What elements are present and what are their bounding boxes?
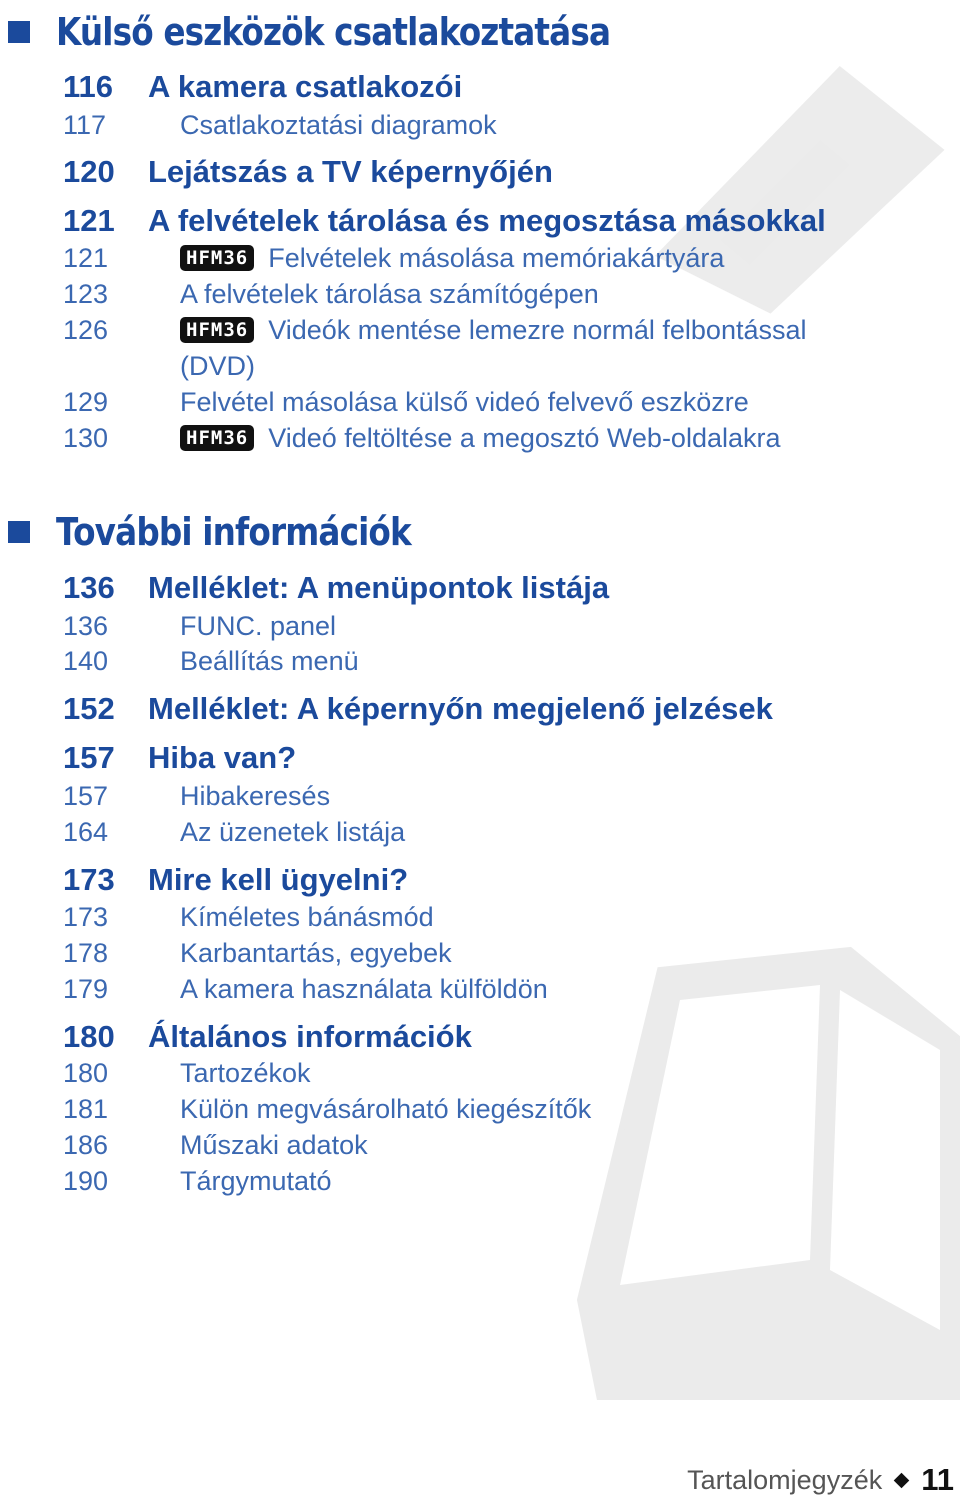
toc-page-number: 136 (63, 610, 109, 641)
toc-page-number: 116 (63, 69, 114, 104)
toc-entry-text: Tartozékok (180, 1057, 311, 1088)
toc-page-number: 157 (63, 780, 109, 811)
toc-entry-text: Hibakeresés (180, 780, 331, 811)
toc-entry-text: FUNC. panel (180, 610, 337, 641)
toc-page-number: 140 (63, 645, 109, 676)
page-footer (687, 1462, 954, 1498)
toc-page-number: 129 (63, 386, 109, 417)
toc-entry[interactable] (63, 312, 807, 348)
toc-entry-label: Videók mentése lemezre normál felbontással (268, 314, 807, 345)
toc-page-number: 123 (63, 278, 109, 309)
toc-page-number: 180 (63, 1019, 115, 1054)
toc-entry[interactable] (63, 276, 599, 312)
toc-entry-text: Általános információk (148, 1019, 472, 1054)
toc-entry-text: A felvételek tárolása és megosztása másokkal (148, 203, 826, 238)
toc-entry-text: Melléklet: A képernyőn megjelenő jelzések (148, 691, 773, 726)
section-heading (8, 510, 469, 554)
toc-entry[interactable] (63, 1055, 311, 1091)
toc-entry-text (148, 315, 807, 346)
toc-entry-label: Felvételek másolása memóriakártyára (268, 242, 725, 273)
toc-entry-text: Felvétel másolása külső videó felvevő eszközre (180, 386, 749, 417)
toc-entry-text: Tárgymutató (180, 1165, 332, 1196)
toc-entry-text: Melléklet: A menüpontok listája (148, 570, 610, 605)
toc-entry[interactable] (63, 69, 462, 105)
toc-entry-text (148, 423, 781, 454)
toc-entry[interactable] (63, 1019, 472, 1055)
toc-page-number: 190 (63, 1165, 109, 1196)
toc-entry-text: Hiba van? (148, 740, 297, 775)
toc-entry[interactable] (63, 643, 359, 679)
toc-page-number: 164 (63, 816, 109, 847)
toc-entry-text: Külön megvásárolható kiegészítők (180, 1093, 592, 1124)
toc-page-number: 136 (63, 570, 115, 605)
toc-entry[interactable] (63, 608, 336, 644)
model-badge: HFM36 (180, 425, 254, 451)
toc-page-number: 152 (63, 691, 115, 726)
toc-entry[interactable] (63, 1127, 368, 1163)
toc-entry-text: Műszaki adatok (180, 1129, 368, 1160)
section-title: Külső eszközök csatlakoztatása (56, 10, 611, 54)
toc-entry-label: Videó feltöltése a megosztó Web-oldalakra (268, 422, 781, 453)
toc-entry[interactable] (63, 814, 405, 850)
toc-page-number: 130 (63, 422, 109, 453)
toc-entry[interactable] (63, 154, 553, 190)
toc-entry-continuation (63, 348, 255, 384)
toc-page-number: 121 (63, 242, 109, 273)
toc-entry[interactable] (63, 691, 773, 727)
toc-entry[interactable] (63, 107, 497, 143)
diamond-icon (894, 1472, 910, 1488)
toc-entry-text: (DVD) (180, 350, 255, 381)
toc-entry[interactable] (63, 740, 296, 776)
toc-entry-text: Csatlakoztatási diagramok (180, 109, 497, 140)
toc-page-number: 181 (63, 1093, 109, 1124)
section-heading (8, 10, 700, 54)
toc-entry[interactable] (63, 384, 749, 420)
toc-entry-text: Kíméletes bánásmód (180, 901, 434, 932)
footer-label: Tartalomjegyzék (687, 1464, 883, 1495)
toc-entry-text: Beállítás menü (180, 645, 359, 676)
toc-page-number: 173 (63, 862, 115, 897)
toc-entry[interactable] (63, 935, 452, 971)
toc-entry-text: Karbantartás, egyebek (180, 937, 452, 968)
toc-entry[interactable] (63, 1091, 591, 1127)
toc-entry-text: Az üzenetek listája (180, 816, 406, 847)
toc-entry[interactable] (63, 1163, 332, 1199)
toc-entry[interactable] (63, 420, 781, 456)
section-square-icon (8, 21, 30, 43)
toc-page-number: 178 (63, 937, 109, 968)
toc-entry[interactable] (63, 203, 826, 239)
toc-entry[interactable] (63, 570, 609, 606)
toc-page-number: 180 (63, 1057, 109, 1088)
toc-entry[interactable] (63, 862, 408, 898)
section-square-icon (8, 521, 30, 543)
section-title: További információk (56, 510, 411, 554)
toc-entry[interactable] (63, 971, 548, 1007)
toc-entry-text: A felvételek tárolása számítógépen (180, 278, 599, 309)
toc-page-number: 186 (63, 1129, 109, 1160)
toc-page-number: 126 (63, 314, 109, 345)
toc-page-number: 117 (63, 109, 107, 140)
toc-page-number: 121 (63, 203, 115, 238)
toc-entry-text (148, 243, 724, 274)
toc-page-number: 173 (63, 901, 109, 932)
toc-entry-text: Lejátszás a TV képernyőjén (148, 154, 553, 189)
toc-entry[interactable] (63, 899, 434, 935)
toc-entry-text: A kamera használata külföldön (180, 973, 548, 1004)
toc-entry[interactable] (63, 240, 724, 276)
model-badge: HFM36 (180, 317, 254, 343)
toc-page-number: 120 (63, 154, 115, 189)
toc-entry-text: Mire kell ügyelni? (148, 862, 409, 897)
toc-page-number: 179 (63, 973, 109, 1004)
toc-page-number: 157 (63, 740, 115, 775)
toc-entry[interactable] (63, 778, 330, 814)
model-badge: HFM36 (180, 245, 254, 271)
toc-entry-text: A kamera csatlakozói (148, 69, 463, 104)
page-number: 11 (921, 1462, 954, 1497)
